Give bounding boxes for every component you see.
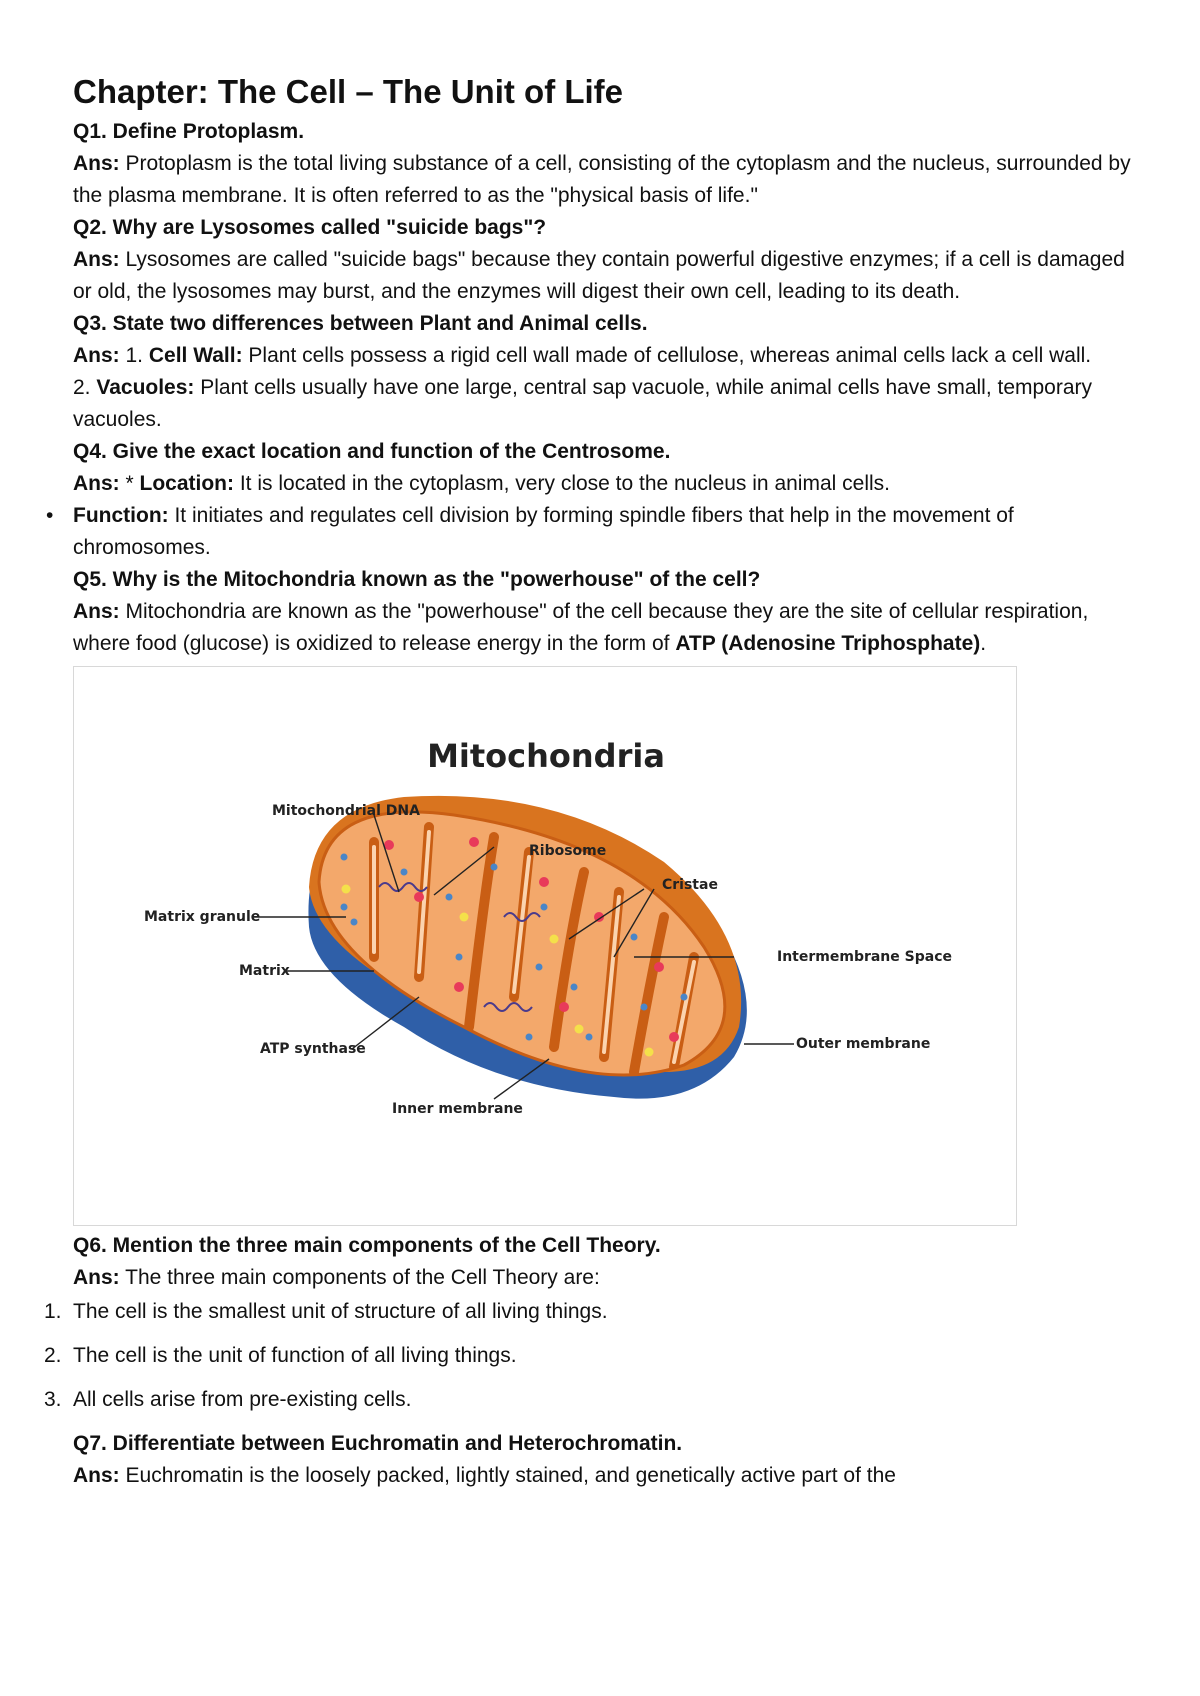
list-number: 1. bbox=[44, 1300, 62, 1323]
question-4: Q4. Give the exact location and function of the Centrosome. bbox=[73, 440, 671, 463]
answer-3-point-1 bbox=[73, 340, 1143, 372]
label-cristae: Cristae bbox=[662, 877, 718, 893]
location-term: Location: bbox=[139, 472, 235, 495]
label-matrix-granule: Matrix granule bbox=[144, 909, 261, 925]
label-intermembrane-space: Intermembrane Space bbox=[777, 949, 952, 965]
mitochondria-figure bbox=[73, 666, 1017, 1226]
document-page bbox=[44, 72, 1143, 1492]
list-item bbox=[44, 1384, 1143, 1416]
answer-5-end: . bbox=[980, 632, 987, 655]
cell-theory-list bbox=[44, 1296, 1143, 1416]
answer-7 bbox=[73, 1460, 1143, 1492]
list-text: The cell is the smallest unit of structure of all living things. bbox=[73, 1300, 608, 1323]
label-outer-membrane: Outer membrane bbox=[796, 1036, 931, 1052]
diagram-title: Mitochondria bbox=[427, 737, 665, 775]
answer-5-bold: ATP (Adenosine Triphosphate) bbox=[675, 632, 981, 655]
label-matrix: Matrix bbox=[239, 963, 290, 979]
list-number: 2. bbox=[44, 1344, 62, 1367]
ans-label: Ans: bbox=[73, 472, 120, 495]
label-atp-synthase: ATP synthase bbox=[260, 1041, 366, 1057]
answer-6-text: The three main components of the Cell Theory are: bbox=[119, 1266, 600, 1289]
list-number: 3. bbox=[44, 1388, 62, 1411]
list-item bbox=[44, 1340, 1143, 1372]
function-text: It initiates and regulates cell division by forming spindle fibers that help in the movement of chromosomes. bbox=[73, 504, 1014, 559]
answer-1 bbox=[73, 148, 1143, 212]
answer-5-text: Mitochondria are known as the "powerhouse" of the cell because they are the site of cellular respiration, where food (glucose) is oxidized to release energy in the form of bbox=[73, 600, 1089, 655]
question-3: Q3. State two differences between Plant and Animal cells. bbox=[73, 312, 648, 335]
ans-label: Ans: bbox=[73, 1266, 120, 1289]
answer-4-function bbox=[46, 500, 1143, 564]
ans-label: Ans: bbox=[73, 152, 120, 175]
question-1: Q1. Define Protoplasm. bbox=[73, 120, 305, 143]
question-2: Q2. Why are Lysosomes called "suicide bags"? bbox=[73, 216, 547, 239]
question-5: Q5. Why is the Mitochondria known as the "powerhouse" of the cell? bbox=[73, 568, 761, 591]
answer-3-point-2 bbox=[73, 372, 1143, 436]
list-text: All cells arise from pre-existing cells. bbox=[73, 1388, 412, 1411]
ans-label: Ans: bbox=[73, 600, 120, 623]
label-ribosome: Ribosome bbox=[529, 843, 607, 859]
location-text: It is located in the cytoplasm, very close to the nucleus in animal cells. bbox=[234, 472, 890, 495]
point-number: 1. bbox=[119, 344, 149, 367]
ans-label: Ans: bbox=[73, 248, 120, 271]
point-text: Plant cells possess a rigid cell wall made of cellulose, whereas animal cells lack a cell wall. bbox=[242, 344, 1092, 367]
chapter-title: Chapter: The Cell – The Unit of Life bbox=[73, 73, 624, 110]
label-inner-membrane: Inner membrane bbox=[392, 1101, 523, 1117]
answer-4-location bbox=[73, 468, 1143, 500]
ans-label: Ans: bbox=[73, 344, 120, 367]
answer-7-text: Euchromatin is the loosely packed, lightly stained, and genetically active part of the bbox=[119, 1464, 896, 1487]
ans-label: Ans: bbox=[73, 1464, 120, 1487]
question-7: Q7. Differentiate between Euchromatin and Heterochromatin. bbox=[73, 1432, 683, 1455]
answer-1-text: Protoplasm is the total living substance of a cell, consisting of the cytoplasm and the nucleus, surrounded by the plasma membrane. It is often referred to as the "physical basis of life." bbox=[73, 152, 1131, 207]
location-prefix: * bbox=[119, 472, 140, 495]
function-term: Function: bbox=[73, 504, 169, 527]
answer-2 bbox=[73, 244, 1143, 308]
question-6: Q6. Mention the three main components of the Cell Theory. bbox=[73, 1234, 661, 1257]
answer-2-text: Lysosomes are called "suicide bags" because they contain powerful digestive enzymes; if a cell is damaged or old, the lysosomes may burst, and the enzymes will digest their own cell, leading to its death. bbox=[73, 248, 1125, 303]
list-text: The cell is the unit of function of all living things. bbox=[73, 1344, 517, 1367]
point-term: Vacuoles: bbox=[96, 376, 195, 399]
point-text: Plant cells usually have one large, central sap vacuole, while animal cells have small, temporary vacuoles. bbox=[73, 376, 1093, 431]
list-item bbox=[44, 1296, 1143, 1328]
point-number: 2. bbox=[73, 376, 97, 399]
answer-6 bbox=[73, 1262, 1143, 1294]
point-term: Cell Wall: bbox=[148, 344, 243, 367]
label-mitochondrial-dna: Mitochondrial DNA bbox=[272, 803, 420, 819]
answer-5 bbox=[73, 596, 1143, 660]
bullet-icon: • bbox=[46, 504, 54, 527]
